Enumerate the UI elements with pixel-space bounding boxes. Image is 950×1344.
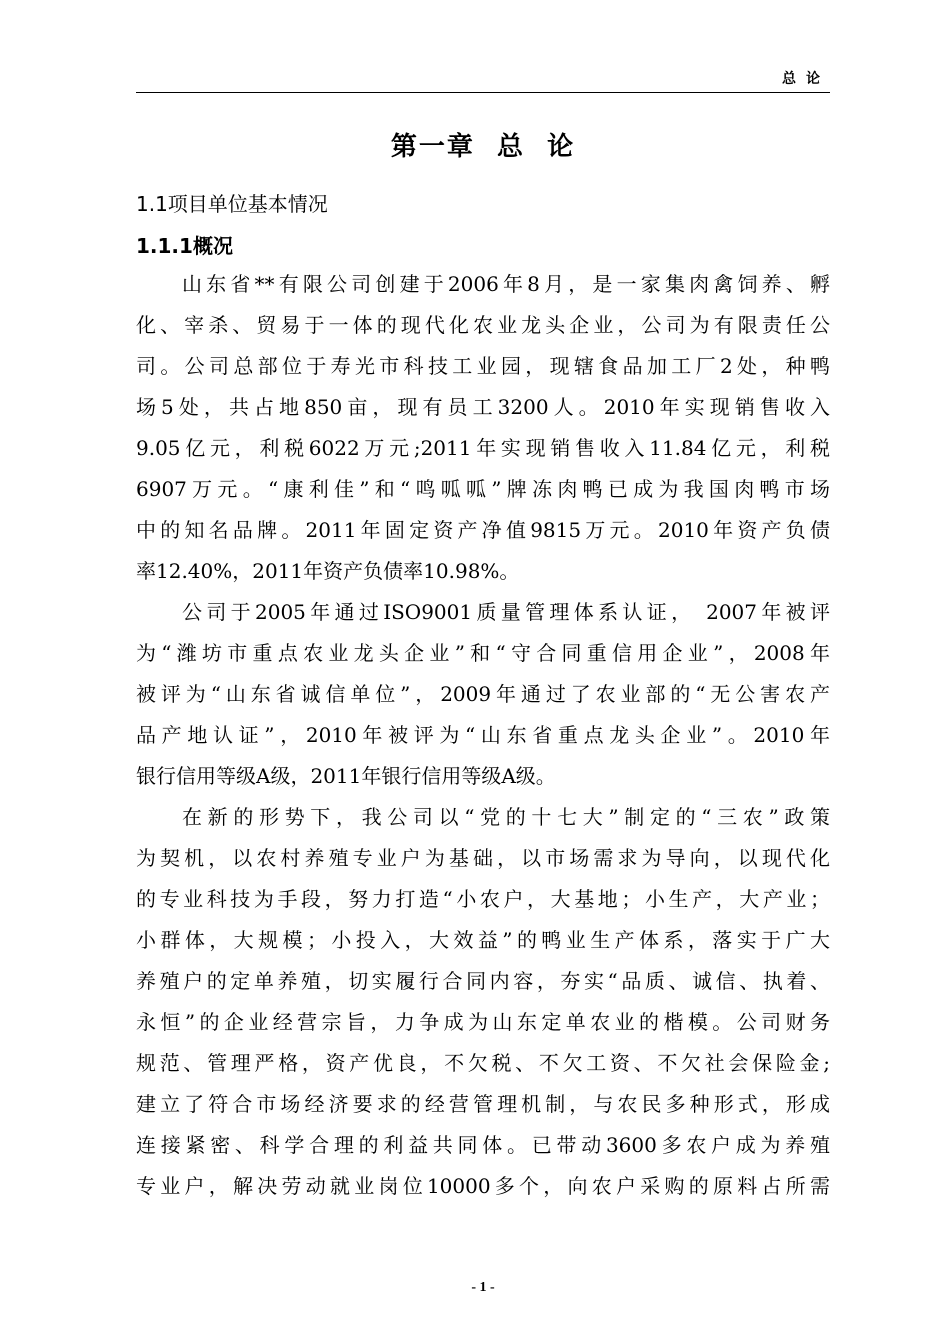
text-line: 的专业科技为手段，努力打造“小农户，大基地；小生产，大产业； — [136, 887, 830, 911]
body-text — [136, 264, 830, 1207]
text-line: 9.05亿元，利税6022万元;2011年实现销售收入11.84亿元，利税 — [136, 436, 830, 460]
text-line: 建立了符合市场经济要求的经营管理机制，与农民多种形式，形成 — [136, 1092, 830, 1116]
text-line: 专业户，解决劳动就业岗位10000多个，向农户采购的原料占所需 — [136, 1174, 830, 1198]
page-number: - 1 - — [471, 1280, 495, 1295]
text-line: 养殖户的定单养殖，切实履行合同内容，夯实“品质、诚信、执着、 — [136, 969, 830, 993]
text-line: 率12.40%，2011年资产负债率10.98%。 — [136, 559, 520, 583]
section-heading: 1.1项目单位基本情况 — [136, 192, 328, 216]
text-line: 山东省**有限公司创建于2006年8月，是一家集肉禽饲养、孵 — [182, 272, 830, 296]
text-line: 在新的形势下，我公司以“党的十七大”制定的“三农”政策 — [182, 805, 830, 829]
text-line: 为契机，以农村养殖专业户为基础，以市场需求为导向，以现代化 — [136, 846, 830, 870]
text-line: 场5处，共占地850亩，现有员工3200人。2010年实现销售收入 — [136, 395, 830, 419]
subsection-heading: 1.1.1概况 — [136, 234, 233, 258]
text-line: 永恒”的企业经营宗旨，力争成为山东定单农业的楷模。公司财务 — [136, 1010, 830, 1034]
text-line: 司。公司总部位于寿光市科技工业园，现辖食品加工厂2处，种鸭 — [136, 354, 830, 378]
text-line: 品产地认证”，2010年被评为“山东省重点龙头企业”。2010年 — [136, 723, 830, 747]
text-line: 化、宰杀、贸易于一体的现代化农业龙头企业，公司为有限责任公 — [136, 313, 830, 337]
text-line: 规范、管理严格，资产优良，不欠税、不欠工资、不欠社会保险金; — [136, 1051, 830, 1075]
running-header: 总论 — [782, 71, 830, 87]
text-line: 为“潍坊市重点农业龙头企业”和“守合同重信用企业”，2008年 — [136, 641, 830, 665]
header-rule — [136, 92, 830, 93]
text-line: 被评为“山东省诚信单位”，2009年通过了农业部的“无公害农产 — [136, 682, 830, 706]
chapter-title: 第一章 总 论 — [390, 132, 576, 162]
text-line: 连接紧密、科学合理的利益共同体。已带动3600多农户成为养殖 — [136, 1133, 830, 1157]
text-line: 公司于2005年通过ISO9001质量管理体系认证， 2007年被评 — [182, 600, 830, 624]
text-line: 中的知名品牌。2011年固定资产净值9815万元。2010年资产负债 — [136, 518, 830, 542]
text-line: 银行信用等级A级，2011年银行信用等级A级。 — [136, 764, 556, 788]
text-line: 6907万元。“康利佳”和“鸣呱呱”牌冻肉鸭已成为我国肉鸭市场 — [136, 477, 830, 501]
text-line: 小群体，大规模；小投入，大效益”的鸭业生产体系，落实于广大 — [136, 928, 830, 952]
